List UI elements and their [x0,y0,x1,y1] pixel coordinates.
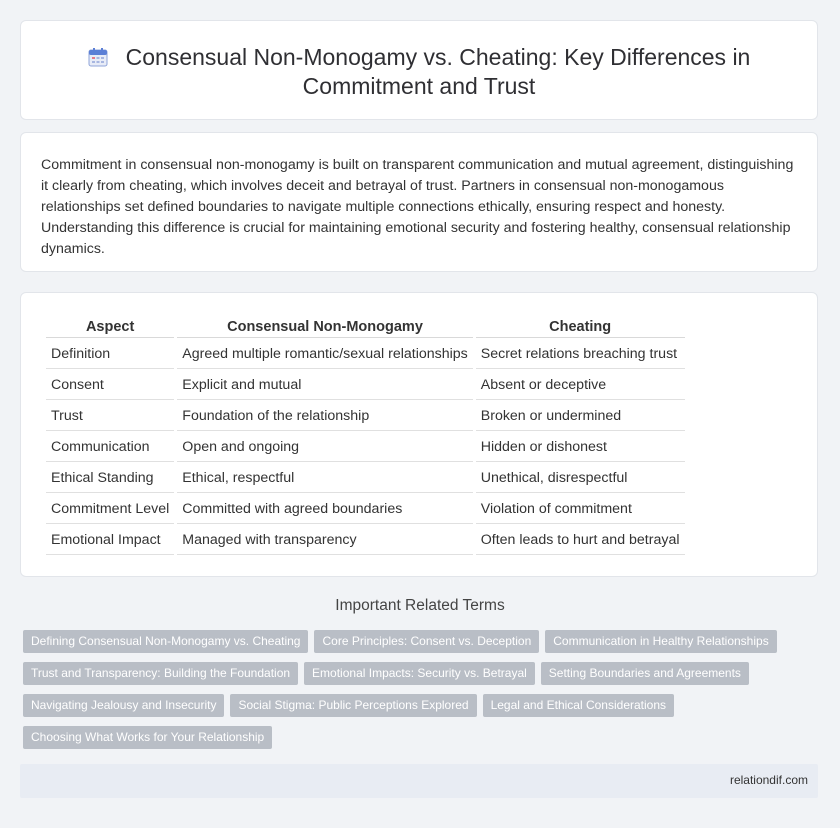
column-header-cheating: Cheating [476,317,685,338]
table-cell: Often leads to hurt and betrayal [476,526,685,555]
table-row [46,433,685,462]
table-row [46,371,685,400]
related-term-tag[interactable]: Legal and Ethical Considerations [483,694,674,717]
intro-card [20,132,818,272]
comparison-table [43,315,688,557]
intro-text: Commitment in consensual non-monogamy is built on transparent communication and mutual agreement, distinguishing it clearly from cheating, which involves deceit and betrayal of trust. Partners in consensual non-monogamous relationships set defined boundaries to navigate multiple connections ethically, ensuring respect and honesty. Understanding this difference is crucial for maintaining emotional security and fostering healthy, consensual relationship dynamics. [41,157,794,257]
table-row [46,340,685,369]
table-row [46,526,685,555]
footer-site-link[interactable]: relationdif.com [729,773,808,787]
comparison-card [20,292,818,577]
related-term-tag[interactable]: Communication in Healthy Relationships [545,630,776,653]
table-cell: Violation of commitment [476,495,685,524]
table-cell: Agreed multiple romantic/sexual relationships [177,340,472,369]
table-cell: Foundation of the relationship [177,402,472,431]
related-term-tag[interactable]: Trust and Transparency: Building the Foundation [23,662,298,685]
table-cell: Ethical Standing [46,464,174,493]
table-row [46,402,685,431]
table-cell: Consent [46,371,174,400]
table-row [46,464,685,493]
table-cell: Emotional Impact [46,526,174,555]
calendar-icon [88,47,108,67]
table-cell: Ethical, respectful [177,464,472,493]
table-cell: Secret relations breaching trust [476,340,685,369]
header-card [20,20,818,120]
related-term-tag[interactable]: Setting Boundaries and Agreements [541,662,749,685]
page-title: Consensual Non-Monogamy vs. Cheating: Key Differences in Commitment and Trust [125,44,751,99]
related-term-tag[interactable]: Social Stigma: Public Perceptions Explored [230,694,476,717]
column-header-aspect: Aspect [46,317,174,338]
related-term-tag[interactable]: Core Principles: Consent vs. Deception [314,630,539,653]
page-title-wrap [21,43,817,101]
table-row [46,495,685,524]
table-cell: Commitment Level [46,495,174,524]
footer [20,764,818,798]
related-terms-title: Important Related Terms [335,597,505,614]
table-cell: Broken or undermined [476,402,685,431]
table-cell: Definition [46,340,174,369]
table-cell: Communication [46,433,174,462]
table-header-row [46,317,685,338]
table-cell: Open and ongoing [177,433,472,462]
table-cell: Committed with agreed boundaries [177,495,472,524]
column-header-cnm: Consensual Non-Monogamy [177,317,472,338]
table-cell: Trust [46,402,174,431]
table-cell: Managed with transparency [177,526,472,555]
related-term-tag[interactable]: Choosing What Works for Your Relationship [23,726,272,749]
related-term-tag[interactable]: Emotional Impacts: Security vs. Betrayal [304,662,535,685]
related-term-tag[interactable]: Navigating Jealousy and Insecurity [23,694,224,717]
table-cell: Explicit and mutual [177,371,472,400]
related-terms-list [23,630,803,758]
related-term-tag[interactable]: Defining Consensual Non-Monogamy vs. Cheating [23,630,308,653]
table-cell: Unethical, disrespectful [476,464,685,493]
table-cell: Absent or deceptive [476,371,685,400]
table-cell: Hidden or dishonest [476,433,685,462]
